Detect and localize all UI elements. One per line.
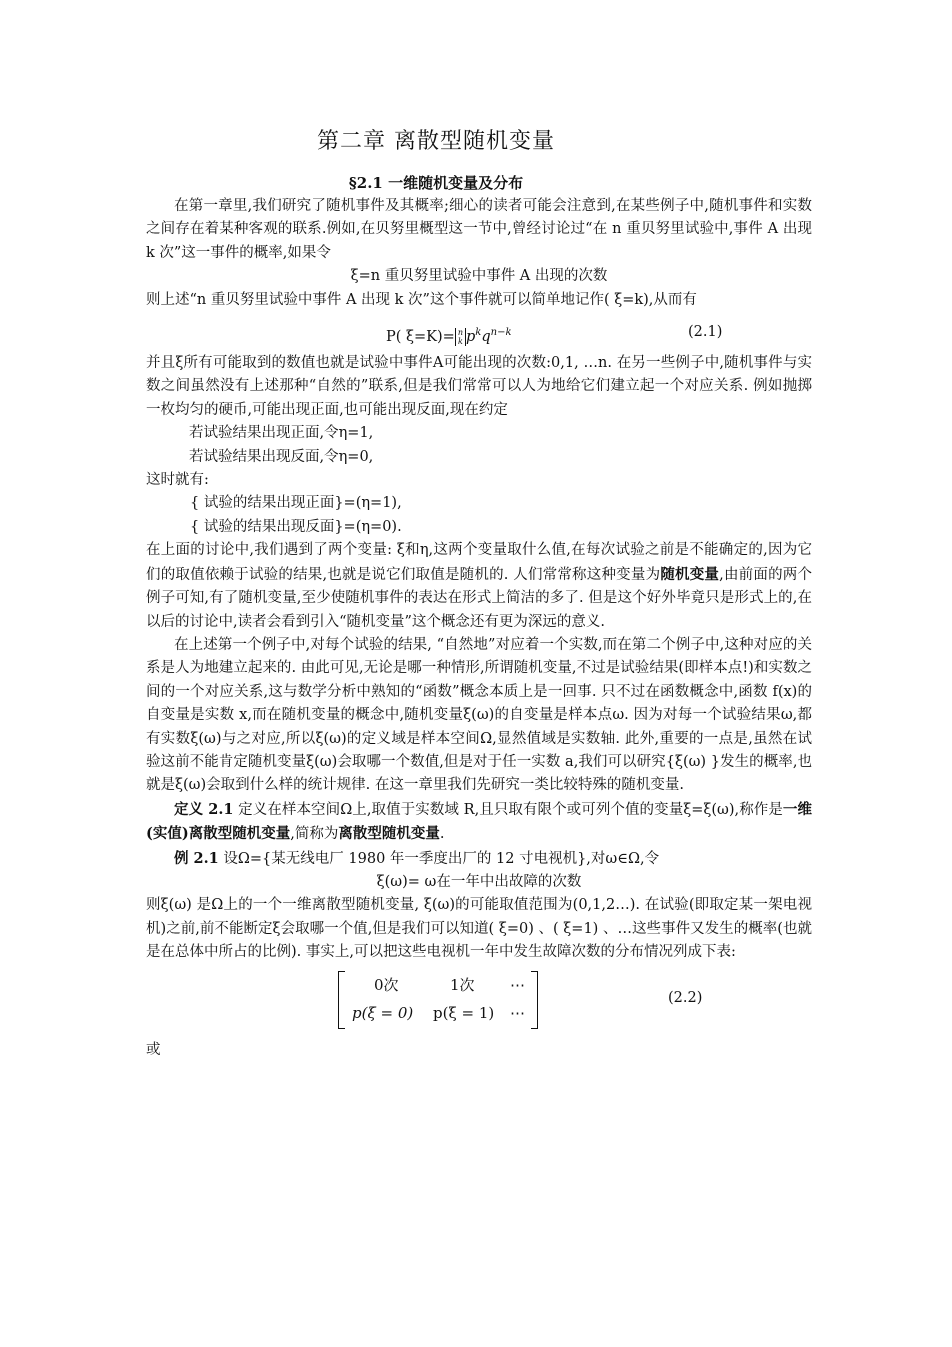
paragraph-coin: 并且ξ所有可能取到的数值也就是试验中事件A可能出现的次数:0,1, …n. 在另一些例子中,随机事件与实数之间虽然没有上述那种“自然的”联系,但是我们常常可以人为地给它们建立起一个对应关系. 例如抛掷一枚均匀的硬币,可能出现正面,也可能出现反面,现在约定	[146, 355, 812, 418]
example-definition: ξ(ω)= ω在一年中出故障的次数	[376, 873, 582, 890]
definition-xi: ξ=n 重贝努里试验中事件 A 出现的次数	[350, 268, 608, 285]
binomial-coefficient	[455, 328, 466, 346]
example-2-1	[146, 847, 812, 871]
matrix-r1c3: ⋯	[510, 975, 525, 994]
right-bracket	[531, 971, 538, 1029]
binomial-top: n	[457, 327, 463, 337]
rule-tails: 若试验结果出现反面,令η=0,	[189, 448, 374, 465]
definition-text-b: ,简称为	[290, 826, 339, 843]
definition-label: 定义 2.1	[174, 800, 234, 818]
chapter-title: 第二章 离散型随机变量	[317, 129, 555, 154]
equation-2-1-formula	[386, 321, 512, 349]
term-1d-discrete: 一维(实值)离散型随机变量	[146, 800, 812, 843]
equation-number-2-1: (2.1)	[688, 324, 723, 341]
example-text: 设Ω={某无线电厂 1980 年一季度出厂的 12 寸电视机},对ω∈Ω,令	[218, 850, 660, 867]
equation-2-1	[146, 312, 812, 352]
term-random-variable: 随机变量	[660, 565, 720, 583]
definition-text-a: 定义在样本空间Ω上,取值于实数域 R,且只取有限个或可列个值的变量ξ=ξ(ω),称作是	[233, 801, 783, 818]
set-tails: { 试验的结果出现反面}=(η=0).	[190, 518, 402, 535]
matrix-r2c2: p(ξ = 1)	[433, 1003, 495, 1022]
paragraph-random-variable	[146, 539, 812, 634]
definition-2-1	[146, 798, 812, 847]
left-bracket	[338, 971, 345, 1029]
matrix-r2c3: ⋯	[510, 1003, 525, 1022]
equation-number-2-2: (2.2)	[668, 989, 703, 1006]
paragraph-random-variable-b: ,由前面的两个例子可知,有了随机变量,至少使随机事件的表达在形式上简洁的多了. 但是这个好外毕竟只是形式上的,在以后的讨论中,读者会看到引入“随机变量”这个概念还有更为深远的意义.	[146, 566, 813, 630]
document-body	[146, 195, 812, 1062]
paragraph-event: 则上述“n 重贝努里试验中事件 A 出现 k 次”这个事件就可以简单地记作( ξ=k),从而有	[146, 291, 697, 308]
distribution-matrix	[338, 971, 538, 1029]
rule-heads: 若试验结果出现正面,令η=1,	[189, 425, 374, 442]
exponent-k: k	[475, 327, 482, 339]
matrix-r1c1: 0次	[374, 975, 399, 994]
binomial-bottom: k	[457, 336, 463, 346]
section-title: §2.1 一维随机变量及分布	[348, 174, 524, 192]
paragraph-tv-failures: 则ξ(ω) 是Ω上的一个一维离散型随机变量, ξ(ω)的可能取值范围为(0,1,2…). 在试验(即取定某一架电视机)之前,前不能断定ξ会取哪一个值,但是我们可以知道( ξ=0) 、( ξ=1) 、…这些事件又发生的概率(也就是在总体中所占的比例). 事实上,可以把这些电视机一年中发生故障次数的分布情况列成下表:	[146, 897, 812, 961]
matrix-r2c1: p(ξ = 0)	[352, 1003, 414, 1022]
equation-2-2	[146, 971, 812, 1039]
equation-lhs: P( ξ=K)=	[386, 328, 455, 345]
symbol-q: q	[481, 328, 491, 345]
definition-text-c: .	[439, 826, 445, 843]
example-label: 例 2.1	[174, 849, 219, 867]
exponent-n-minus-k: n−k	[490, 327, 512, 339]
set-heads: { 试验的结果出现正面}=(η=1),	[190, 495, 402, 512]
or-line: 或	[146, 1041, 161, 1058]
paragraph-intro: 在第一章里,我们研究了随机事件及其概率;细心的读者可能会注意到,在某些例子中,随机事件和实数之间存在着某种客观的联系.例如,在贝努里概型这一节中,曾经讨论过“在 n 重贝努里试验中,事件 A 出现 k 次”这一事件的概率,如果令	[146, 198, 812, 261]
term-discrete: 离散型随机变量	[338, 825, 440, 843]
then-line: 这时就有:	[146, 472, 209, 489]
paragraph-function-analogy: 在上述第一个例子中,对每个试验的结果, “自然地”对应着一个实数,而在第二个例子中,这种对应的关系是人为地建立起来的. 由此可见,无论是哪一种情形,所谓随机变量,不过是试验结果(即样本点!)和实数之间的一个对应关系,这与数学分析中熟知的“函数”概念本质上是一回事. 只不过在函数概念中,函数 f(x)的自变量是实数 x,而在随机变量的概念中,随机变量ξ(ω)的自变量是样本点ω. 因为对每一个试验结果ω,都有实数ξ(ω)与之对应,所以ξ(ω)的定义域是样本空间Ω,显然值域是实数轴. 此外,重要的一点是,虽然在试验这前不能肯定随机变量ξ(ω)会取哪一个数值,但是对于任一实数 a,我们可以研究{ξ(ω) }发生的概率,也就是ξ(ω)会取到什么样的统计规律. 在这一章里我们先研究一类比较特殊的随机变量.	[146, 636, 812, 794]
paragraph-random-variable-a: 在上面的讨论中,我们遇到了两个变量: ξ和η,这两个变量取什么值,在每次试验之前是不能确定的,因为它们的取值依赖于试验的结果,也就是说它们取值是随机的. 人们常常称这种变量为	[146, 542, 812, 583]
symbol-p: p	[465, 328, 476, 345]
matrix-r1c2: 1次	[450, 975, 475, 994]
